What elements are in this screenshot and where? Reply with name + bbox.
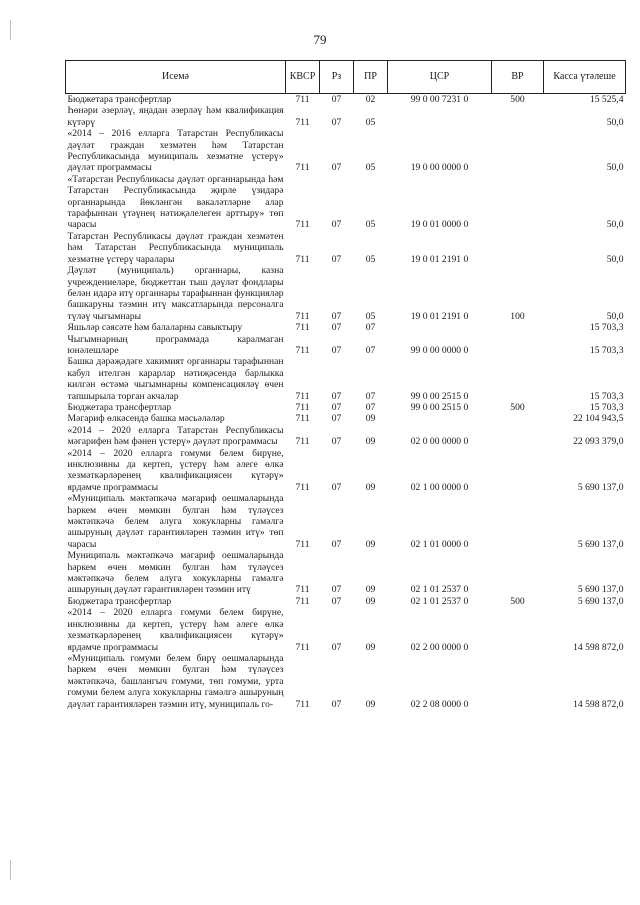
cell-vr bbox=[492, 425, 544, 448]
cell-csr bbox=[388, 322, 492, 333]
cell-pr: 05 bbox=[365, 116, 376, 128]
cell-pr: 07 bbox=[365, 322, 376, 334]
cell-csr: 02 2 08 0000 0 bbox=[410, 698, 469, 710]
cell-vr: 100 bbox=[510, 310, 525, 322]
cell-rz: 07 bbox=[331, 162, 342, 174]
cell-csr: 19 0 01 2191 0 bbox=[410, 310, 469, 322]
table-row bbox=[66, 334, 626, 357]
table-row bbox=[66, 402, 626, 413]
cell-name: Яшьләр сәясәте һәм балаларны савыктыру bbox=[67, 322, 243, 334]
cell-name: «Муниципаль мәктәпкәчә мәгариф оешмаларында һәркем өчен мөмкин булган һәм түләүсез мәктәпкәчә белем алуга хокукларны гамәлгә ашыруның дәүләт гарантияләрен тәэмин итү» төп чарасы bbox=[67, 493, 284, 550]
header-rz: Рз bbox=[320, 61, 354, 94]
cell-vr: 500 bbox=[510, 401, 525, 413]
cell-csr: 99 0 00 7231 0 bbox=[410, 94, 469, 105]
cell-rz: 07 bbox=[331, 538, 342, 550]
cell-vr bbox=[492, 174, 544, 231]
cell-pr: 09 bbox=[365, 641, 376, 653]
cell-pr: 05 bbox=[365, 253, 376, 265]
cell-pr: 07 bbox=[365, 401, 376, 413]
cell-kvsr: 711 bbox=[295, 401, 310, 413]
cell-name: «2014 – 2020 елларга Татарстан Республикасы мәгарифен һәм фәнен үстерү» дәүләт программасы bbox=[67, 424, 284, 448]
cell-pr: 05 bbox=[365, 162, 376, 174]
cell-name: «2014 – 2020 елларга гомуми белем бирүне, инклюзивны да кертеп, үстерү һәм әлеге өлкә хезмәткәрләренең квалификациясен күтәрү» ярдәмче программасы bbox=[67, 447, 284, 493]
cell-kvsr: 711 bbox=[295, 584, 310, 596]
cell-name: Башка дәрәҗәдәге хакимият органнары тарафыннан кабул ителгән карарлар нәтиҗәсендә барлыкка килгән өстәмә чыгымнарны компенсацияләү өчен тапшырыла торган акчалар bbox=[67, 356, 284, 402]
cell-sum: 14 598 872,0 bbox=[573, 698, 624, 710]
table-row bbox=[66, 128, 626, 174]
header-pr: ПР bbox=[354, 61, 388, 94]
cell-vr bbox=[492, 322, 544, 333]
cell-csr: 99 0 00 2515 0 bbox=[410, 390, 469, 402]
table-row bbox=[66, 596, 626, 607]
cell-sum: 14 598 872,0 bbox=[573, 641, 624, 653]
table-row bbox=[66, 231, 626, 265]
cell-csr: 02 1 01 2537 0 bbox=[410, 595, 469, 607]
cell-sum: 22 093 379,0 bbox=[573, 436, 624, 448]
header-csr: ЦСР bbox=[388, 61, 492, 94]
cell-csr: 99 0 00 2515 0 bbox=[410, 401, 469, 413]
cell-sum: 15 703,3 bbox=[589, 322, 624, 334]
cell-csr: 19 0 00 0000 0 bbox=[410, 162, 469, 174]
cell-rz: 07 bbox=[331, 94, 342, 105]
cell-kvsr: 711 bbox=[295, 413, 310, 425]
cell-vr bbox=[492, 356, 544, 402]
cell-kvsr: 711 bbox=[295, 436, 310, 448]
cell-vr bbox=[492, 413, 544, 424]
table-row bbox=[66, 413, 626, 424]
cell-rz: 07 bbox=[331, 219, 342, 231]
cell-rz: 07 bbox=[331, 698, 342, 710]
cell-kvsr: 711 bbox=[295, 344, 310, 356]
cell-pr: 09 bbox=[365, 538, 376, 550]
cell-vr bbox=[492, 550, 544, 596]
cell-name: Бюджетара трансфертлар bbox=[67, 401, 172, 413]
table-row bbox=[66, 550, 626, 596]
table-row bbox=[66, 493, 626, 550]
cell-name: «Муниципаль гомуми белем бирү оешмаларында һәркем өчен мөмкин булган һәм түләүсез мәктәпкәчә, башлангыч гомуми, төп гомуми, урта гомуми белем алуга хокукларны гамәлгә ашыруның дәүләт гарантияләрен тәэмин итү, муниципаль го- bbox=[67, 652, 284, 710]
cell-rz: 07 bbox=[331, 390, 342, 402]
cell-kvsr: 711 bbox=[295, 698, 310, 710]
cell-kvsr: 711 bbox=[295, 94, 310, 105]
cell-kvsr: 711 bbox=[295, 116, 310, 128]
cell-pr: 02 bbox=[365, 94, 376, 105]
cell-pr: 09 bbox=[365, 698, 376, 710]
cell-csr: 02 1 01 2537 0 bbox=[410, 584, 469, 596]
cell-rz: 07 bbox=[331, 116, 342, 128]
cell-csr: 19 0 01 2191 0 bbox=[410, 253, 469, 265]
cell-sum: 15 703,3 bbox=[589, 344, 624, 356]
table-row bbox=[66, 607, 626, 653]
cell-rz: 07 bbox=[331, 641, 342, 653]
cell-kvsr: 711 bbox=[295, 253, 310, 265]
cell-sum: 5 690 137,0 bbox=[577, 595, 624, 607]
table-row bbox=[66, 105, 626, 128]
table-row bbox=[66, 448, 626, 494]
cell-pr: 09 bbox=[365, 436, 376, 448]
table-row bbox=[66, 425, 626, 448]
table-body bbox=[66, 94, 626, 710]
table-row bbox=[66, 356, 626, 402]
cell-name: «2014 – 2020 елларга гомуми белем бирүне, инклюзивны да кертеп, үстерү һәм әлеге өлкә хезмәткәрләренең квалификациясен күтәрү» ярдәмче программасы bbox=[67, 607, 284, 653]
cell-sum: 5 690 137,0 bbox=[577, 481, 624, 493]
cell-kvsr: 711 bbox=[295, 322, 310, 334]
cell-csr: 02 1 01 0000 0 bbox=[410, 538, 469, 550]
cell-kvsr: 711 bbox=[295, 310, 310, 322]
cell-sum: 5 690 137,0 bbox=[577, 538, 624, 550]
cell-rz: 07 bbox=[331, 253, 342, 265]
cell-sum: 50,0 bbox=[606, 253, 624, 265]
table-row bbox=[66, 265, 626, 322]
cell-name: Дәүләт (муниципаль) органнары, казна учреждениеләре, бюджеттан тыш дәүләт фондлары белән идарә итү органнары тарафыннан функцияләр башкаруны тәэмин итү максатларында персоналга түләү чыгымнары bbox=[67, 265, 284, 322]
cell-csr: 19 0 01 0000 0 bbox=[410, 219, 469, 231]
cell-vr bbox=[492, 334, 544, 357]
cell-vr bbox=[492, 607, 544, 653]
cell-vr: 500 bbox=[510, 94, 525, 105]
cell-vr bbox=[492, 128, 544, 174]
cell-rz: 07 bbox=[331, 401, 342, 413]
cell-csr: 02 0 00 0000 0 bbox=[410, 436, 469, 448]
cell-rz: 07 bbox=[331, 595, 342, 607]
cell-sum: 22 104 943,5 bbox=[573, 413, 624, 425]
cell-sum: 15 703,3 bbox=[589, 390, 624, 402]
cell-vr bbox=[492, 105, 544, 128]
cell-vr bbox=[492, 653, 544, 710]
cell-rz: 07 bbox=[331, 436, 342, 448]
budget-table bbox=[65, 60, 626, 710]
cell-kvsr: 711 bbox=[295, 219, 310, 231]
table-row bbox=[66, 322, 626, 333]
cell-vr bbox=[492, 448, 544, 494]
cell-name: Мәгариф өлкәсендә башка мәсьәләләр bbox=[67, 413, 225, 425]
cell-kvsr: 711 bbox=[295, 162, 310, 174]
table-header-row bbox=[66, 61, 626, 94]
page-number: 79 bbox=[313, 32, 327, 47]
header-kassa: Касса үтәлеше bbox=[544, 61, 626, 94]
cell-sum: 50,0 bbox=[606, 310, 624, 322]
cell-vr bbox=[492, 231, 544, 265]
cell-rz: 07 bbox=[331, 481, 342, 493]
cell-csr bbox=[388, 413, 492, 424]
cell-name: Бюджетара трансфертлар bbox=[67, 595, 172, 607]
cell-pr: 09 bbox=[365, 413, 376, 425]
cell-csr: 02 2 00 0000 0 bbox=[410, 641, 469, 653]
cell-sum: 5 690 137,0 bbox=[577, 584, 624, 596]
cell-rz: 07 bbox=[331, 322, 342, 334]
cell-kvsr: 711 bbox=[295, 390, 310, 402]
cell-sum: 50,0 bbox=[606, 116, 624, 128]
cell-vr bbox=[492, 493, 544, 550]
cell-kvsr: 711 bbox=[295, 481, 310, 493]
margin-mark bbox=[10, 860, 11, 880]
cell-sum: 50,0 bbox=[606, 219, 624, 231]
cell-name: Чыгымнарның программада каралмаган юнәлешләре bbox=[67, 333, 284, 356]
cell-name: Муниципаль мәктәпкәчә мәгариф оешмаларында һәркем өчен мөмкин булган һәм түләүсез мәктәпкәчә белем алуга хокукларны гамәлгә ашыруның дәүләт гарантияләрен тәэмин итү bbox=[67, 550, 284, 596]
cell-pr: 09 bbox=[365, 584, 376, 596]
cell-pr: 09 bbox=[365, 595, 376, 607]
cell-pr: 09 bbox=[365, 481, 376, 493]
cell-sum: 15 703,3 bbox=[589, 401, 624, 413]
cell-name: Һөнәри әзерләү, яңадан әзерләү һәм квалификация күтәрү bbox=[67, 105, 284, 128]
header-vr: ВР bbox=[492, 61, 544, 94]
cell-kvsr: 711 bbox=[295, 538, 310, 550]
cell-rz: 07 bbox=[331, 310, 342, 322]
cell-rz: 07 bbox=[331, 413, 342, 425]
cell-name: Татарстан Республикасы дәүләт граждан хезмәтен һәм Татарстан Республикасында муниципаль хезмәтне үстерү чаралары bbox=[67, 230, 284, 265]
cell-rz: 07 bbox=[331, 344, 342, 356]
cell-pr: 07 bbox=[365, 390, 376, 402]
cell-rz: 07 bbox=[331, 584, 342, 596]
cell-name: «2014 – 2016 елларга Татарстан Республикасы дәүләт граждан хезмәтен һәм Татарстан Республикасында муниципаль хезмәтне үстерү» дәүләт программасы bbox=[67, 128, 284, 174]
cell-vr: 500 bbox=[510, 595, 525, 607]
cell-sum: 50,0 bbox=[606, 162, 624, 174]
table-row bbox=[66, 94, 626, 106]
header-name: Исемә bbox=[66, 61, 286, 94]
table-row bbox=[66, 174, 626, 231]
cell-kvsr: 711 bbox=[295, 595, 310, 607]
cell-name: «Татарстан Республикасы дәүләт органнарында һәм Татарстан Республикасында җирле үзидарә органнарында йөкләнгән вәкаләтләрне алар тарафыннан үтәүнең нәтиҗәлелеген арттыру» төп чарасы bbox=[67, 173, 284, 231]
table-row bbox=[66, 653, 626, 710]
cell-csr bbox=[388, 105, 492, 128]
cell-pr: 05 bbox=[365, 219, 376, 231]
header-kvsr: КВСР bbox=[286, 61, 320, 94]
cell-pr: 05 bbox=[365, 310, 376, 322]
cell-pr: 07 bbox=[365, 344, 376, 356]
cell-csr: 99 0 00 0000 0 bbox=[410, 344, 469, 356]
cell-sum: 15 525,4 bbox=[589, 94, 624, 105]
cell-name: Бюджетара трансфертлар bbox=[67, 94, 172, 105]
cell-csr: 02 1 00 0000 0 bbox=[410, 481, 469, 493]
cell-kvsr: 711 bbox=[295, 641, 310, 653]
